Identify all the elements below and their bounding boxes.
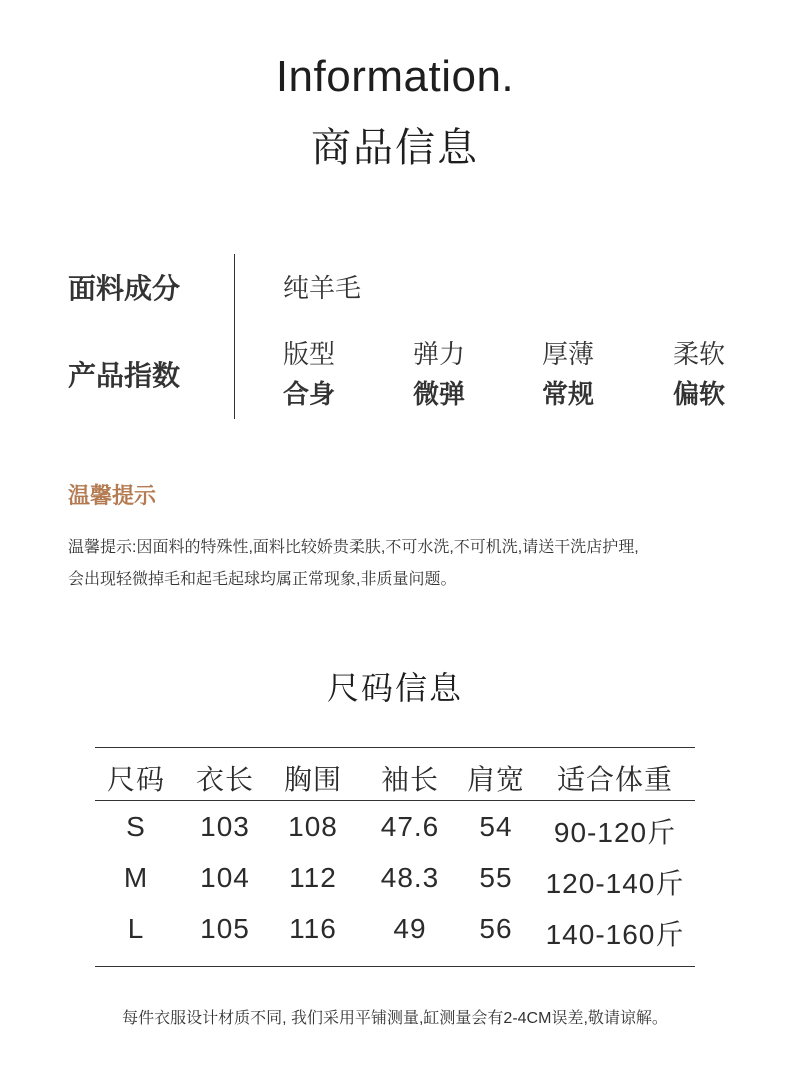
table-cell: 56 bbox=[479, 913, 513, 944]
table-cell: 112 bbox=[289, 862, 337, 893]
table-cell: 104 bbox=[200, 862, 250, 893]
table-cell: S bbox=[126, 811, 146, 842]
table-cell: 108 bbox=[288, 811, 338, 842]
metric-name: 弹力 bbox=[413, 339, 466, 369]
metric-softness bbox=[673, 338, 773, 410]
metric-thickness bbox=[542, 338, 642, 410]
table-cell: 90-120斤 bbox=[553, 817, 677, 848]
tips-text bbox=[68, 532, 748, 596]
metric-elasticity bbox=[413, 338, 513, 410]
table-cell: 105 bbox=[200, 913, 250, 944]
measurement-note: 每件衣服设计材质不同, 我们采用平铺测量,缸测量会有2-4CM误差,敬请谅解。 bbox=[122, 1010, 668, 1027]
table-cell: 55 bbox=[479, 862, 513, 893]
metric-value: 合身 bbox=[283, 379, 336, 409]
table-rule-header bbox=[95, 800, 695, 801]
tips-line: 温馨提示:因面料的特殊性,面料比较娇贵柔肤,不可水洗,不可机洗,请送干洗店护理, bbox=[68, 539, 639, 556]
table-header-cell: 肩宽 bbox=[466, 764, 525, 795]
table-cell: 103 bbox=[200, 811, 250, 842]
table-cell: 49 bbox=[393, 913, 427, 944]
metric-value: 常规 bbox=[542, 379, 595, 409]
metric-fit bbox=[283, 338, 383, 410]
index-label: 产品指数 bbox=[68, 360, 181, 391]
fabric-value: 纯羊毛 bbox=[283, 273, 362, 303]
table-header-cell: 衣长 bbox=[195, 764, 254, 795]
title-cn: 商品信息 bbox=[311, 126, 479, 170]
table-rule-bottom bbox=[95, 966, 695, 967]
title-en: Information. bbox=[275, 52, 515, 101]
table-cell: 48.3 bbox=[380, 862, 440, 893]
table-cell: 116 bbox=[289, 913, 337, 944]
metric-name: 版型 bbox=[283, 339, 336, 369]
metric-name: 厚薄 bbox=[542, 339, 595, 369]
metric-name: 柔软 bbox=[673, 339, 726, 369]
table-cell: L bbox=[127, 913, 145, 944]
table-header-cell: 胸围 bbox=[283, 764, 342, 795]
table-header-cell: 适合体重 bbox=[556, 764, 673, 795]
tips-line: 会出现轻微掉毛和起毛起球均属正常现象,非质量问题。 bbox=[68, 571, 457, 588]
table-header-cell: 尺码 bbox=[106, 764, 165, 795]
table-cell: 120-140斤 bbox=[545, 868, 685, 899]
fabric-label: 面料成分 bbox=[68, 273, 181, 304]
table-cell: 140-160斤 bbox=[545, 919, 685, 950]
table-cell: 47.6 bbox=[380, 811, 440, 842]
size-title: 尺码信息 bbox=[326, 670, 463, 706]
table-rule-top bbox=[95, 747, 695, 748]
metric-value: 偏软 bbox=[673, 379, 726, 409]
table-cell: 54 bbox=[479, 811, 513, 842]
tips-title: 温馨提示 bbox=[68, 483, 157, 508]
table-header-cell: 袖长 bbox=[380, 764, 439, 795]
table-cell: M bbox=[123, 862, 149, 893]
vertical-divider bbox=[234, 254, 235, 419]
metric-value: 微弹 bbox=[413, 379, 466, 409]
